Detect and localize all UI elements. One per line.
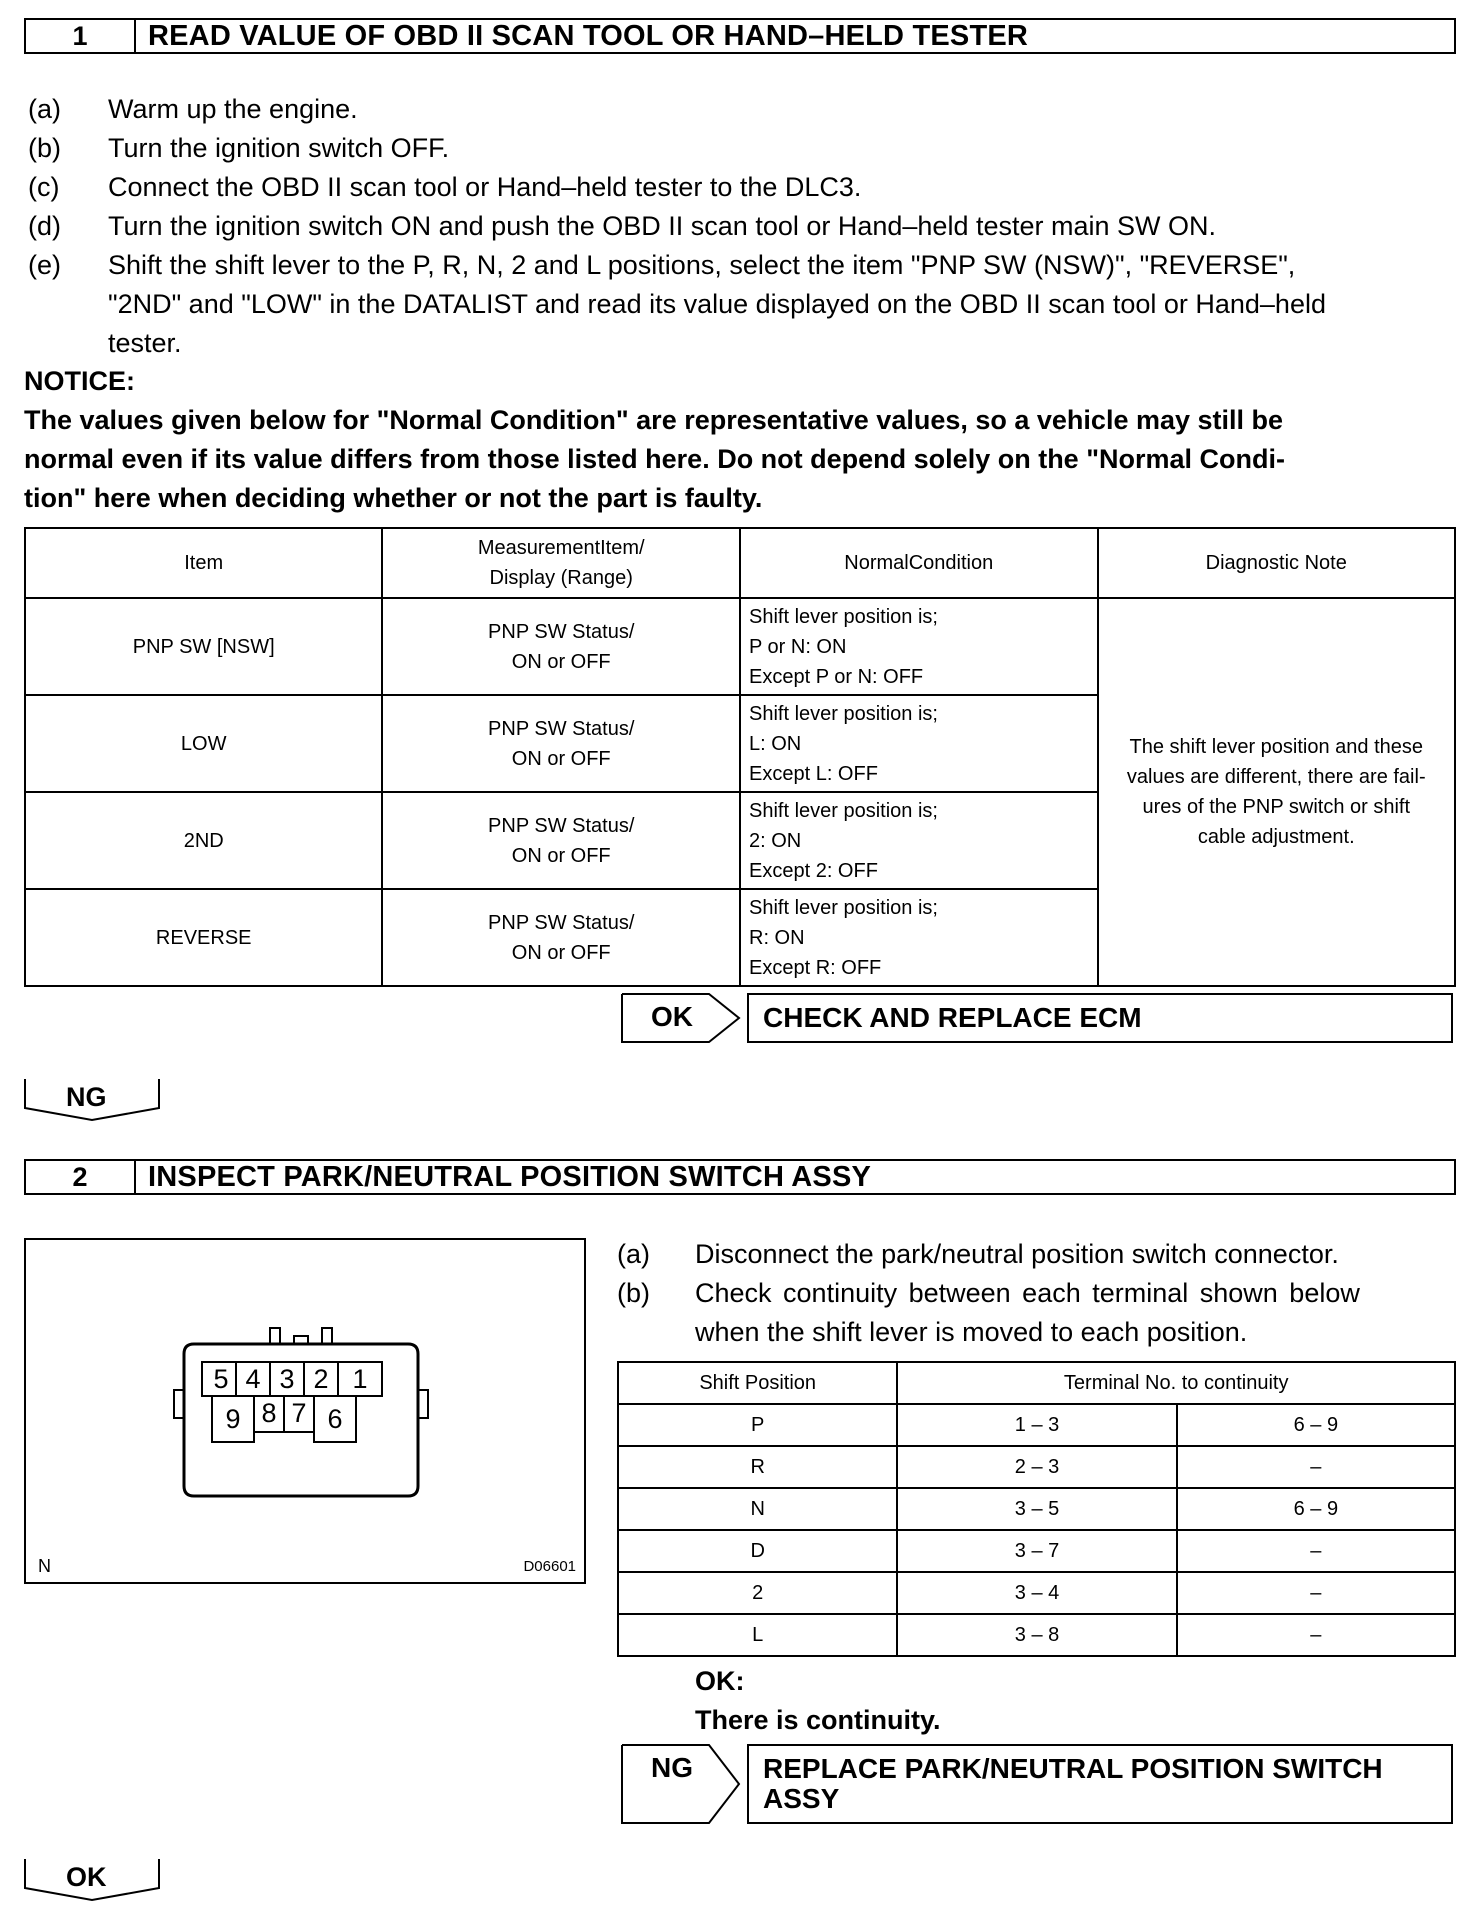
- step-2-number: 2: [26, 1161, 136, 1193]
- step-1-title: READ VALUE OF OBD II SCAN TOOL OR HAND–HELD TESTER: [148, 19, 1029, 52]
- ok-tag-label: OK: [651, 1001, 693, 1032]
- notice-block: [24, 362, 1456, 518]
- step-1-ng-flow: [24, 1078, 160, 1122]
- table-row: D 3 – 7 –: [618, 1530, 1455, 1572]
- replace-pnp-switch-box: REPLACE PARK/NEUTRAL POSITION SWITCH ASSY: [747, 1744, 1453, 1824]
- pin-label: 2: [313, 1364, 329, 1394]
- notice-title: NOTICE:: [24, 366, 135, 396]
- pin-label: 6: [327, 1404, 343, 1434]
- header-terminal: Terminal No. to continuity: [897, 1362, 1455, 1404]
- pin-label: 7: [291, 1398, 307, 1428]
- ok-criteria-label: OK:: [695, 1666, 745, 1696]
- step-2-header: [24, 1159, 1456, 1195]
- figure-corner-label: N: [38, 1556, 51, 1576]
- step-1-header: [24, 18, 1456, 54]
- header-measurement: MeasurementItem/ Display (Range): [382, 528, 740, 598]
- table-row: L 3 – 8 –: [618, 1614, 1455, 1656]
- header-diagnostic-note: Diagnostic Note: [1098, 528, 1455, 598]
- pin-label: 5: [213, 1364, 229, 1394]
- figure-id: D06601: [523, 1558, 576, 1575]
- ng-arrow-tag: [621, 1744, 741, 1824]
- step-2-ng-result: [621, 1744, 1453, 1824]
- ok-criteria-text: There is continuity.: [695, 1705, 941, 1735]
- ng-flow-label: NG: [66, 1082, 107, 1112]
- step-2-ok-flow: [24, 1858, 160, 1902]
- table-row: LOW PNP SW Status/ ON or OFF Shift lever position is; L: ON Except L: OFF: [25, 695, 1455, 792]
- table-row: PNP SW [NSW] PNP SW Status/ ON or OFF Shift lever position is; P or N: ON Except P or N: OFF The shift lever position and these values are different, there are fail- ures of the PNP switch or shift cable adjustment.: [25, 598, 1455, 695]
- table-row: N 3 – 5 6 – 9: [618, 1488, 1455, 1530]
- ok-arrow-tag: [621, 993, 741, 1043]
- table-row: 2 3 – 4 –: [618, 1572, 1455, 1614]
- datalist-table: [24, 527, 1456, 987]
- table-row: P 1 – 3 6 – 9: [618, 1404, 1455, 1446]
- pin-label: 1: [352, 1364, 368, 1394]
- header-item: Item: [25, 528, 382, 598]
- ok-criteria: [695, 1662, 941, 1740]
- ng-tag-label: NG: [651, 1752, 693, 1783]
- step-1-number: 1: [26, 20, 136, 52]
- continuity-table: [617, 1361, 1456, 1657]
- step-1-ok-result: [621, 993, 1453, 1043]
- table-row: 2ND PNP SW Status/ ON or OFF Shift lever position is; 2: ON Except 2: OFF: [25, 792, 1455, 889]
- notice-line: normal even if its value differs from those listed here. Do not depend solely on the "Normal Condi-: [24, 444, 1285, 474]
- check-replace-ecm-box: CHECK AND REPLACE ECM: [747, 993, 1453, 1043]
- table-header-row: [618, 1362, 1455, 1404]
- notice-line: tion" here when deciding whether or not the part is faulty.: [24, 483, 763, 513]
- pin-label: 9: [225, 1404, 241, 1434]
- header-shift-position: Shift Position: [618, 1362, 897, 1404]
- diagnostic-note-cell: The shift lever position and these values are different, there are fail- ures of the PNP switch or shift cable adjustment.: [1098, 598, 1455, 986]
- table-header-row: [25, 528, 1455, 598]
- step-2-instructions: (a) Disconnect the park/neutral position switch connector. (b) Check continuity between each terminal shown below when the shift lever is moved to each position.: [617, 1239, 1360, 1347]
- pin-label: 8: [261, 1398, 277, 1428]
- table-row: R 2 – 3 –: [618, 1446, 1455, 1488]
- pin-label: 3: [279, 1364, 295, 1394]
- notice-line: The values given below for "Normal Condition" are representative values, so a vehicle may still be: [24, 405, 1284, 435]
- step-2-title: INSPECT PARK/NEUTRAL POSITION SWITCH ASSY: [148, 1160, 872, 1193]
- ok-flow-label: OK: [66, 1862, 107, 1892]
- pin-label: 4: [245, 1364, 261, 1394]
- header-normal-condition: NormalCondition: [740, 528, 1098, 598]
- table-row: REVERSE PNP SW Status/ ON or OFF Shift lever position is; R: ON Except R: OFF: [25, 889, 1455, 986]
- connector-figure: [24, 1238, 586, 1584]
- step-1-instructions: (a) Warm up the engine. (b) Turn the ignition switch OFF. (c) Connect the OBD II scan tool or Hand–held tester to the DLC3. (d) Turn the ignition switch ON and push the OBD II scan tool or Hand–held tester main SW ON. (e) Shift the shift lever to the P, R, N, 2 and L positions, select the item "PNP SW (NSW)", "REVERSE", "2ND" and "LOW" in the DATALIST and read its value displayed on the OBD II scan tool or Hand–held tester.: [28, 94, 1326, 358]
